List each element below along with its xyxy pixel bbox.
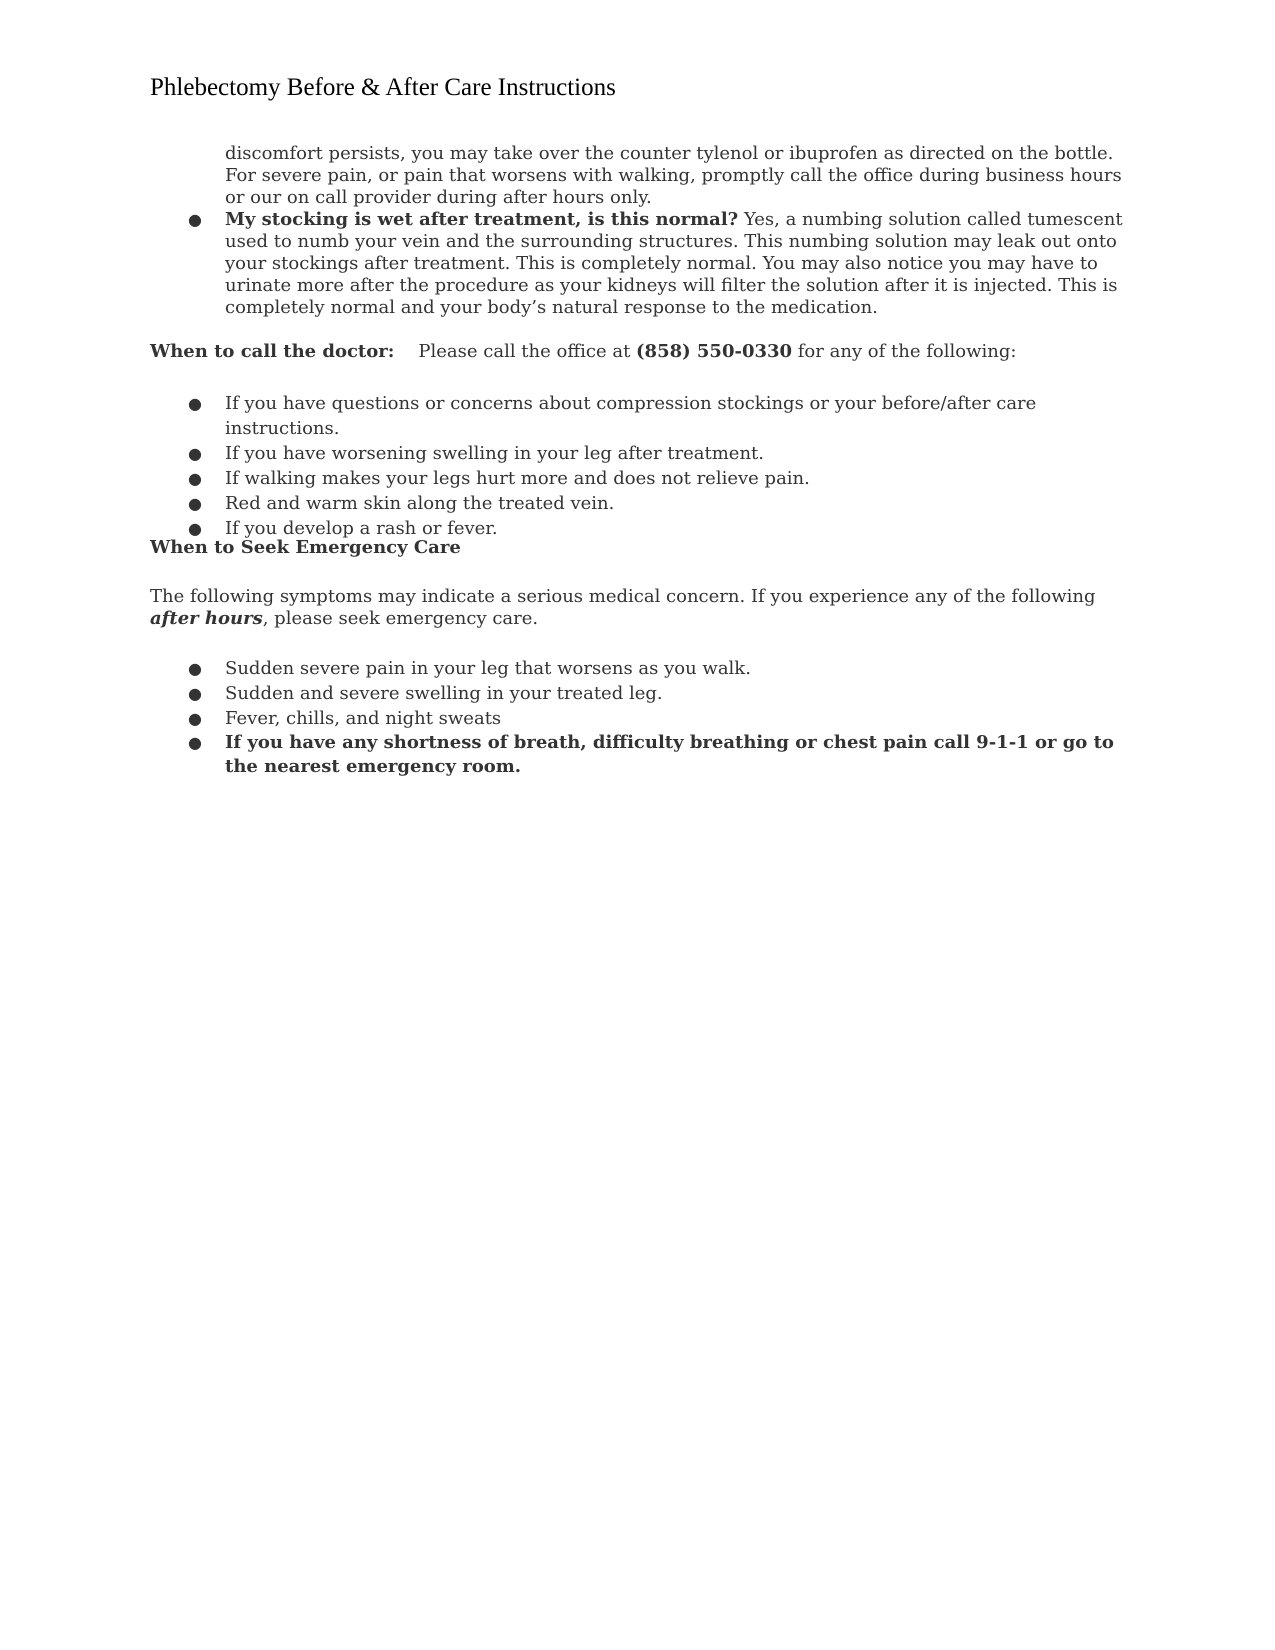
emergency-heading-block (150, 537, 1125, 559)
office-phone: (858) 550-0330 (636, 341, 793, 362)
bullet-icon: ● (188, 444, 202, 463)
emergency-item-text: Sudden severe pain in your leg that worsens as you walk. (225, 658, 751, 679)
call-doctor-item-text: If you have questions or concerns about compression stockings or your before/after care instructions. (225, 393, 1037, 439)
bullet-icon: ● (188, 210, 202, 229)
emergency-final-list (150, 731, 1125, 779)
emergency-heading: When to Seek Emergency Care (150, 537, 461, 558)
emergency-item-text: Sudden and severe swelling in your treated leg. (225, 683, 663, 704)
call-doctor-item-text: If you have worsening swelling in your leg after treatment. (225, 443, 764, 464)
faq-item (150, 209, 1125, 319)
emergency-final-item (150, 731, 1125, 779)
document-title: Phlebectomy Before & After Care Instructions (150, 74, 616, 101)
call-doctor-item (150, 491, 1125, 516)
call-doctor-item (150, 391, 1125, 441)
emergency-item (150, 681, 1125, 706)
emergency-final-text: If you have any shortness of breath, difficulty breathing or chest pain call 9-1-1 or go to the nearest emergency room. (225, 732, 1114, 777)
emergency-list-container (150, 656, 1125, 779)
continued-paragraph: discomfort persists, you may take over the counter tylenol or ibuprofen as directed on the bottle. For severe pain, or pain that worsens with walking, promptly call the office during business hours or our on call provider during after hours only. (225, 143, 1122, 208)
emergency-intro-emphasis: after hours (150, 608, 263, 629)
bullet-icon: ● (188, 394, 202, 413)
bullet-icon: ● (188, 519, 202, 538)
emergency-intro-before: The following symptoms may indicate a serious medical concern. If you experience any of the following (150, 586, 1096, 607)
bullet-icon: ● (188, 709, 202, 728)
call-doctor-heading: When to call the doctor: (150, 341, 395, 362)
bullet-icon: ● (188, 469, 202, 488)
call-doctor-list (150, 391, 1125, 541)
call-doctor-intro-before: Please call the office at (418, 341, 637, 362)
emergency-item-text: Fever, chills, and night sweats (225, 708, 502, 729)
faq-list (150, 209, 1125, 319)
emergency-list (150, 656, 1125, 731)
bullet-icon: ● (188, 494, 202, 513)
emergency-item (150, 656, 1125, 681)
call-doctor-item-text: Red and warm skin along the treated vein. (225, 493, 615, 514)
faq-question: My stocking is wet after treatment, is this normal? (225, 209, 739, 230)
bullet-icon: ● (188, 733, 202, 752)
call-doctor-intro (150, 341, 1125, 363)
emergency-intro-after: , please seek emergency care. (262, 608, 539, 629)
bullet-icon: ● (188, 659, 202, 678)
call-doctor-list-container (150, 391, 1125, 541)
emergency-item (150, 706, 1125, 731)
continued-section (150, 143, 1125, 319)
call-doctor-item (150, 441, 1125, 466)
call-doctor-intro-after: for any of the following: (792, 341, 1017, 362)
emergency-intro (150, 586, 1125, 630)
call-doctor-item-text: If walking makes your legs hurt more and does not relieve pain. (225, 468, 810, 489)
call-doctor-item (150, 466, 1125, 491)
faq-answer: Yes, a numbing solution called tumescent used to numb your vein and the surrounding structures. This numbing solution may leak out onto your stockings after treatment. This is completely normal. You may also notice you may have to urinate more after the procedure as your kidneys will filter the solution after it is injected. This is completely normal and your body’s natural response to the medication. (225, 209, 1123, 318)
bullet-icon: ● (188, 684, 202, 703)
call-doctor-item-text: If you develop a rash or fever. (225, 518, 498, 539)
